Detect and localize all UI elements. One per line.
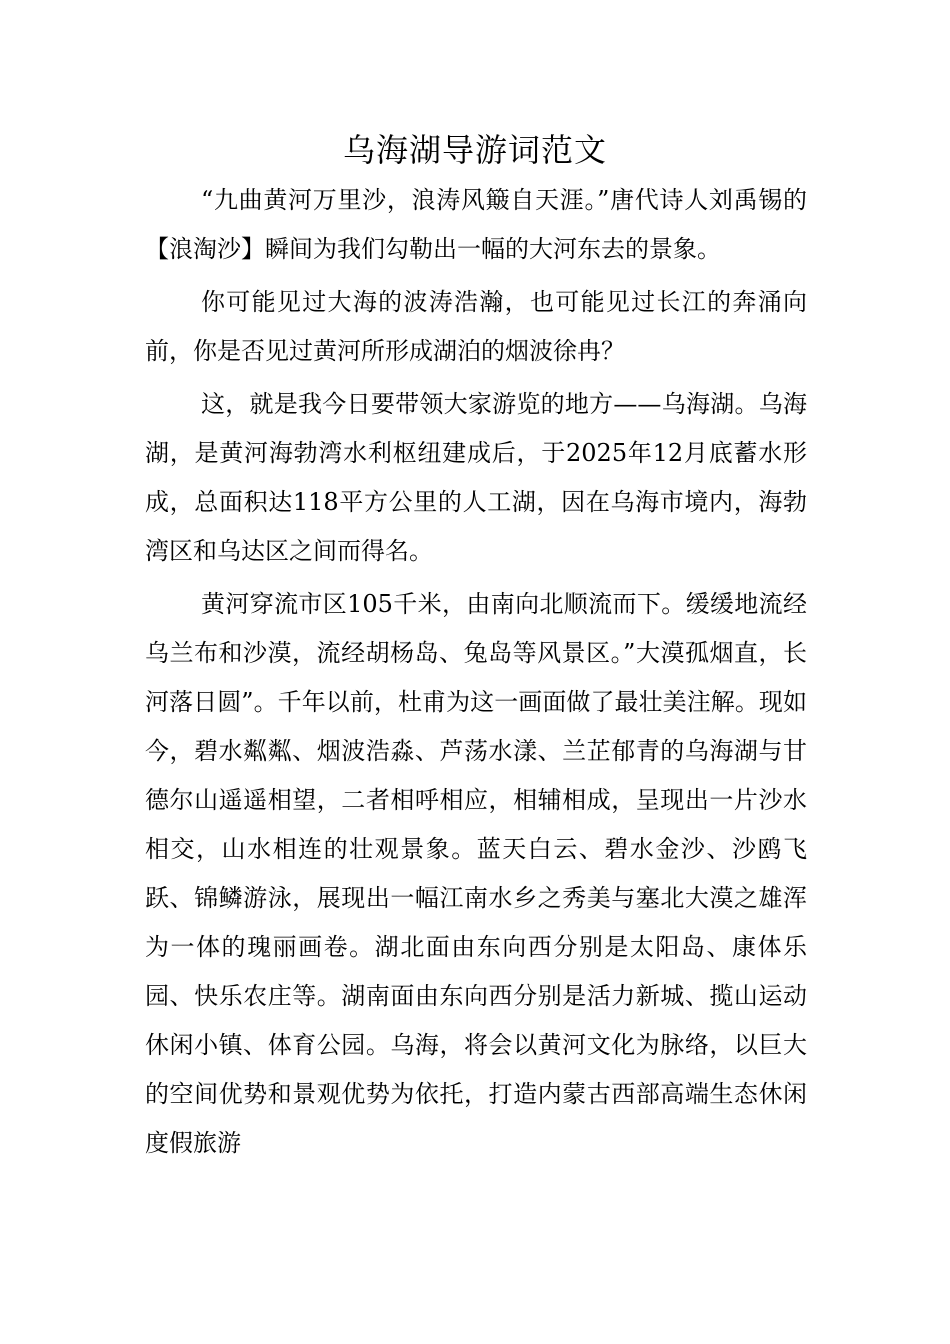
document-body [145,176,807,1168]
paragraph-1: “九曲黄河万里沙，浪涛风簸自天涯。”唐代诗人刘禹锡的【浪淘沙】瞬间为我们勾勒出一幅的大河东去的景象。 [145,186,807,263]
paragraph-2: 你可能见过大海的波涛浩瀚，也可能见过长江的奔涌向前，你是否见过黄河所形成湖泊的烟波徐冉？ [145,288,807,365]
paragraph-4: 黄河穿流市区105千米，由南向北顺流而下。缓缓地流经乌兰布和沙漠，流经胡杨岛、兔岛等风景区。”大漠孤烟直，长河落日圆”。千年以前，杜甫为这一画面做了最壮美注解。现如今，碧水粼粼、烟波浩淼、芦荡水漾、兰芷郁青的乌海湖与甘德尔山遥遥相望，二者相呼相应，相辅相成，呈现出一片沙水相交，山水相连的壮观景象。蓝天白云、碧水金沙、沙鸥飞跃、锦鳞游泳，展现出一幅江南水乡之秀美与塞北大漠之雄浑为一体的瑰丽画卷。湖北面由东向西分别是太阳岛、康体乐园、快乐农庄等。湖南面由东向西分别是活力新城、揽山运动休闲小镇、体育公园。乌海，将会以黄河文化为脉络，以巨大的空间优势和景观优势为依托，打造内蒙古西部高端生态休闲度假旅游 [145,590,807,1157]
document-title: 乌海湖导游词范文 [342,131,607,169]
paragraph-3: 这，就是我今日要带领大家游览的地方——乌海湖。乌海湖，是黄河海勃湾水利枢纽建成后，于2025年12月底蓄水形成，总面积达118平方公里的人工湖，因在乌海市境内，海勃湾区和乌达区之间而得名。 [145,390,807,565]
